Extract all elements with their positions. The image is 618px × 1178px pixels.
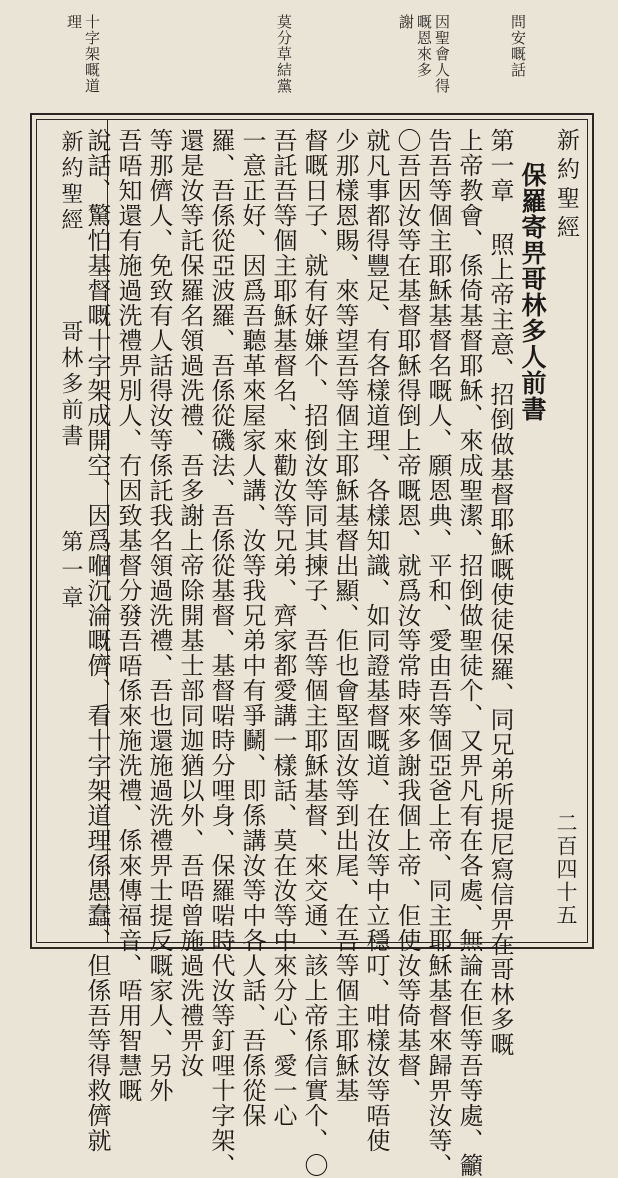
- chapter-heading: 保羅寄畀哥林多人前書: [518, 162, 547, 422]
- text-column: 上帝教會、係倚基督耶穌、來成聖潔、招倒做聖徒个、又畀凡有在各處、無論在佢等吾等處、籲: [455, 128, 483, 1178]
- text-column: 〇吾因汝等在基督耶穌得倒上帝嘅恩、就爲汝等常時來多謝我個上帝、佢使汝等倚基督、: [393, 128, 421, 1103]
- margin-note-thanks-1: 因聖會人得: [433, 14, 451, 94]
- text-column: 告吾等個主耶穌基督名嘅人、願恩典、平和、愛由吾等個亞爸上帝、同主耶穌基督來歸畀汝等、: [424, 128, 452, 1178]
- margin-note-greeting: 問安嘅話: [509, 14, 527, 78]
- page-number: 二百四十五: [554, 812, 578, 927]
- text-column: 少那樣恩賜、來等望吾等個主耶穌基督出顯、佢也會堅固汝等到出尾、在吾等個主耶穌基: [331, 128, 359, 1103]
- text-column: 說話、驚怕基督嘅十字架成開空、因爲嗰沉淪嘅儕、看十字架道理係愚蠢、但係吾等得救儕就: [83, 128, 111, 1153]
- book-title: 新約聖經: [553, 128, 579, 244]
- text-column: 等那儕人、免致有人話得汝等係託我名領過洗禮、吾也還施過洗禮畀士提反嘅家人、另外: [145, 128, 173, 1103]
- footer-chapter: 第一章: [58, 530, 83, 614]
- text-column: 吾唔知還有施過洗禮畀別人、冇因致基督分發吾唔係來施洗禮、係來傳福音、唔用智慧嘅: [114, 128, 142, 1103]
- text-column: 就凡事都得豐足、有各樣道理、各樣知識、如同證基督嘅道、在汝等中立穩叮、咁樣汝等唔使: [362, 128, 390, 1153]
- text-column: 還是汝等託保羅名領過洗禮、吾多謝上帝除開基士部同迦猶以外、吾唔曾施過洗禮畀汝: [176, 128, 204, 1078]
- text-column: 第一章 照上帝主意、招倒做基督耶穌嘅使徒保羅、同兄弟所提尼寫信畀在哥林多嘅: [486, 128, 514, 1057]
- page-frame: [30, 113, 594, 1178]
- footer-section: 哥林多前書: [58, 320, 83, 450]
- margin-note-cross-1: 十字架嘅道: [83, 14, 101, 94]
- text-column: 督嘅日子、就有好嫌个、招倒汝等同其揀子、吾等個主耶穌基督、來交通、該上帝係信實个、〇: [300, 128, 328, 1178]
- text-column: 一意正好、因爲吾聽革來屋家人講、汝等我兄弟中有爭鬭、即係講汝等中各人話、吾係從保: [238, 128, 266, 1128]
- page-frame-inner: [36, 119, 588, 1178]
- footer-book-title: 新約聖經: [58, 130, 83, 234]
- text-column: 羅、吾係從亞波羅、吾係從磯法、吾係從基督、基督啱時分哩身、保羅啱時代汝等釘哩十字架、: [207, 128, 235, 1178]
- margin-note-cross-2: 理: [65, 14, 83, 30]
- margin-note-factions: 莫分草結黨: [275, 14, 293, 94]
- margin-note-thanks-3: 謝: [397, 14, 415, 30]
- text-column: 吾託吾等個主耶穌基督名、來勸汝等兄弟、齊家都愛講一樣話、莫在汝等中來分心、愛一心: [269, 128, 297, 1128]
- margin-note-thanks-2: 嘅恩來多: [415, 14, 433, 78]
